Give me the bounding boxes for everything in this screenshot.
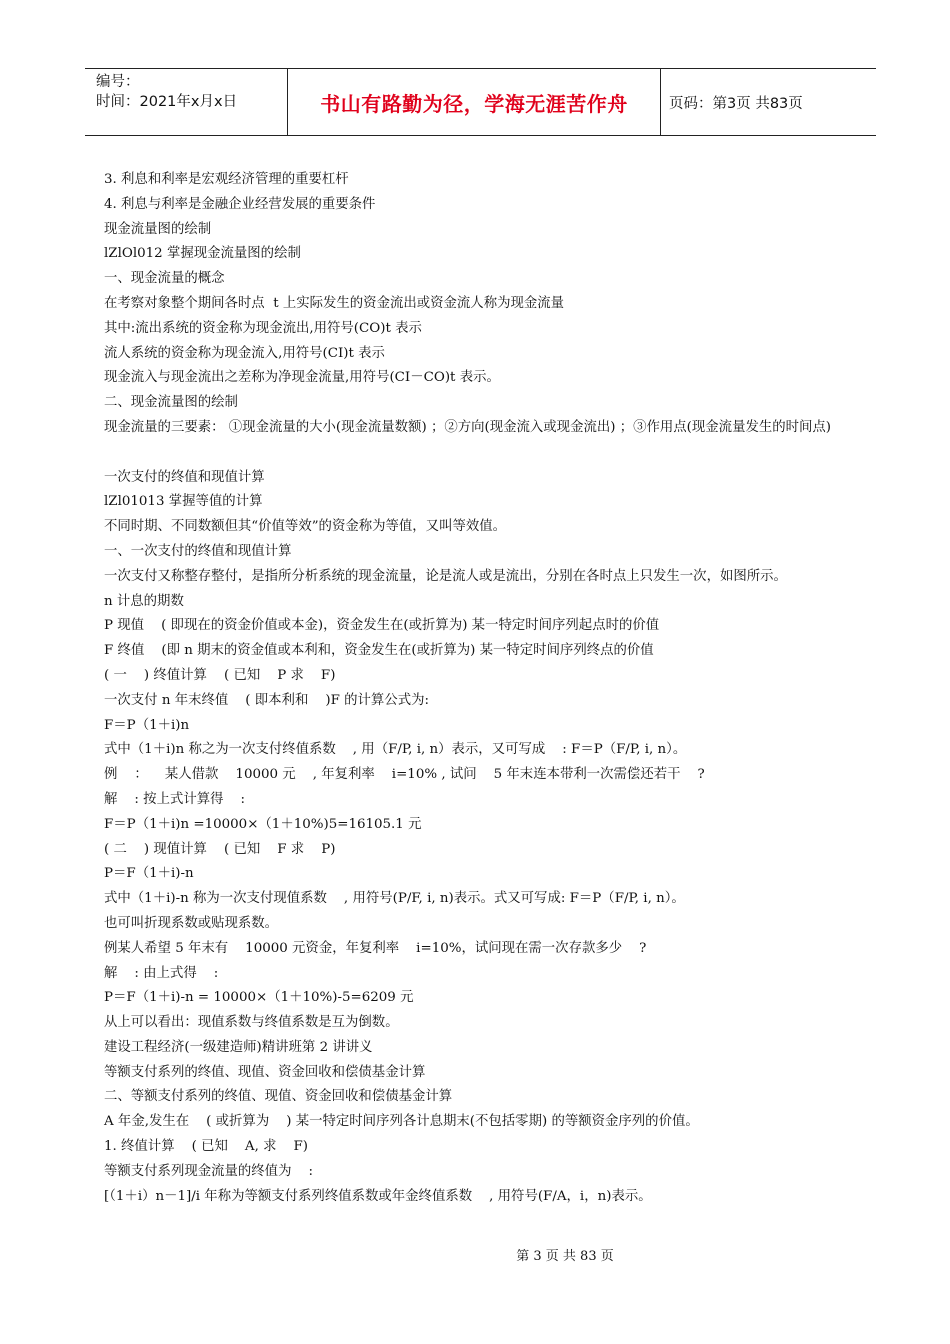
body-line: 在考察对象整个期间各时点 t 上实际发生的资金流出或资金流人称为现金流量 [104, 295, 565, 311]
section-heading: 一次支付的终值和现值计算 [104, 469, 265, 485]
body-line: 式中（1＋i)n 称之为一次支付终值系数 , 用（F/P, i, n）表示，又可写成 : F＝P（F/P, i, n）。 [104, 742, 687, 758]
body-line: 二、等额支付系列的终值、现值、资金回收和偿债基金计算 [104, 1089, 453, 1105]
body-line: 建设工程经济(一级建造师)精讲班第 2 讲讲义 [104, 1039, 373, 1055]
body-line: 一次支付又称整存整付，是指所分析系统的现金流量，论是流人或是流出，分别在各时点上只发生一次，如图所示。 [104, 568, 787, 584]
body-line: 等额支付系列现金流量的终值为 : [104, 1163, 314, 1179]
body-line: 解 : 由上式得 : [104, 965, 219, 981]
body-line: 4. 利息与利率是金融企业经营发展的重要条件 [104, 196, 376, 212]
body-line: F 终值 (即 n 期末的资金值或本利和，资金发生在(或折算为) 某一特定时间序列终点的价值 [104, 643, 654, 659]
formula-line: F＝P（1＋i)n [104, 717, 190, 733]
body-line: 其中:流出系统的资金称为现金流出,用符号(CO)t 表示 [104, 320, 422, 336]
motto-text: 书山有路勤为径，学海无涯苦作舟 [320, 91, 628, 116]
header-page-label: 页码：第3页 共83页 [669, 95, 803, 112]
section-heading: 现金流量图的绘制 [104, 221, 212, 237]
body-line: 3. 利息和利率是宏观经济管理的重要杠杆 [104, 172, 349, 187]
header-page-cell [661, 69, 876, 135]
formula-line: F＝P（1＋i)n =10000×（1＋10%)5=16105.1 元 [104, 816, 422, 832]
section-heading: 等额支付系列的终值、现值、资金回收和偿债基金计算 [104, 1064, 426, 1080]
body-line: 一次支付 n 年末终值 ( 即本利和 )F 的计算公式为: [104, 692, 429, 708]
body-line: 式中（1＋i)-n 称为一次支付现值系数 , 用符号(P/F, i, n)表示。式又可写成: F＝P（F/P, i, n）。 [104, 891, 685, 907]
body-line: 例 ： 某人借款 10000 元 , 年复利率 i=10% , 试问 5 年末连本带利一次需偿还若干 ? [104, 767, 705, 783]
body-line: n 计息的期数 [104, 593, 184, 609]
body-line: [（1＋i）n－1]/i 年称为等额支付系列终值系数或年金终值系数 , 用符号(F/A，i，n)表示。 [104, 1188, 652, 1204]
document-number-label: 编号： [96, 74, 140, 90]
blank-line [104, 441, 864, 466]
body-line: P 现值 ( 即现在的资金价值或本金)，资金发生在(或折算为) 某一特定时间序列起点时的价值 [104, 618, 660, 634]
body-line: 从上可以看出：现值系数与终值系数是互为倒数。 [104, 1015, 399, 1031]
footer-page-number: 第 3 页 共 83 页 [516, 1249, 614, 1264]
formula-line: P＝F（1＋i)-n = 10000×（1＋10%)-5=6209 元 [104, 990, 414, 1006]
body-line: 一、现金流量的概念 [104, 271, 225, 287]
body-line: 例某人希望 5 年末有 10000 元资金，年复利率 i=10%，试问现在需一次存款多少 ? [104, 940, 647, 956]
body-line: 二、现金流量图的绘制 [104, 395, 238, 411]
page-footer [0, 1245, 950, 1264]
header-table [85, 68, 876, 136]
body-line: 也可叫折现系数或贴现系数。 [104, 915, 279, 931]
document-body [104, 168, 864, 1209]
body-line: A 年金,发生在 ( 或折算为 ) 某一特定时间序列各计息期末(不包括零期) 的等额资金序列的价值。 [104, 1114, 699, 1130]
body-line: 不同时期、不同数额但其“价值等效”的资金称为等值，又叫等效值。 [104, 519, 507, 535]
document-time-label: 时间：2021年x月x日 [96, 94, 238, 110]
body-line: 流人系统的资金称为现金流入,用符号(CI)t 表示 [104, 345, 385, 361]
body-line: lZlOl012 掌握现金流量图的绘制 [104, 246, 301, 262]
header-meta-cell [85, 69, 288, 135]
formula-line: P＝F（1＋i)-n [104, 866, 194, 882]
body-line: ( 二 ) 现值计算 ( 已知 F 求 P) [104, 841, 336, 857]
body-line: lZl01013 掌握等值的计算 [104, 494, 263, 510]
body-line: 一、一次支付的终值和现值计算 [104, 543, 292, 559]
body-line: 解 : 按上式计算得 : [104, 791, 246, 807]
body-line: 现金流量的三要素： ①现金流量的大小(现金流量数额) ；②方向(现金流入或现金流出) ；③作用点(现金流量发生的时间点) [104, 419, 832, 435]
body-line: 现金流入与现金流出之差称为净现金流量,用符号(CI－CO)t 表示。 [104, 370, 500, 386]
body-line: ( 一 ) 终值计算 ( 已知 P 求 F) [104, 667, 336, 683]
header-motto-cell [288, 69, 661, 135]
body-line: 1. 终值计算 ( 已知 A, 求 F) [104, 1139, 309, 1155]
